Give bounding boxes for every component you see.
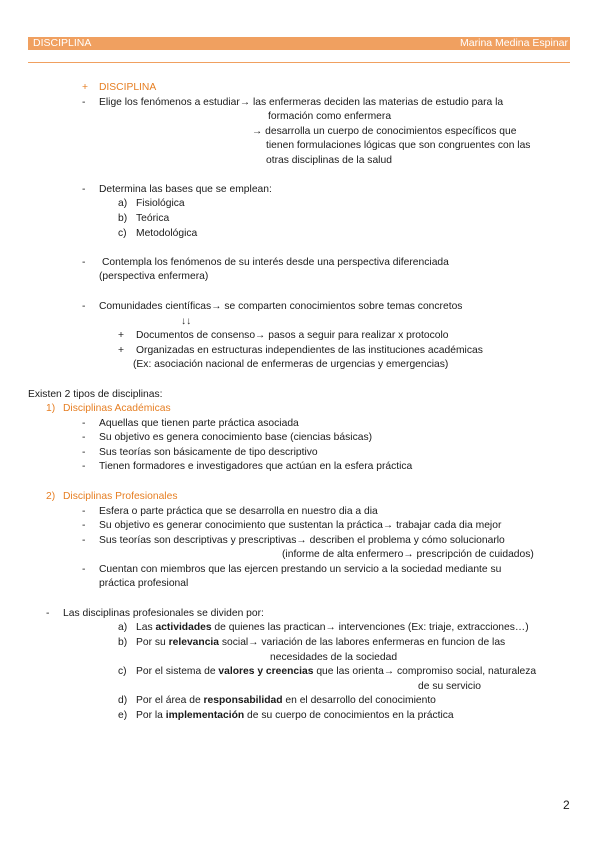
dividen-item-c: Por el sistema de valores y creencias que las orienta→ compromiso social, naturaleza <box>136 666 537 677</box>
down-arrows: ↓↓ <box>181 316 192 327</box>
dividen-lead: Las disciplinas profesionales se dividen por: <box>63 608 264 619</box>
dash: - <box>82 461 86 472</box>
dash: - <box>82 535 86 546</box>
list-item: Metodológica <box>136 228 198 239</box>
section-title: DISCIPLINA <box>99 82 157 93</box>
dash: - <box>82 257 86 268</box>
list-item: Teórica <box>136 213 170 224</box>
profesionales-item-cont: (informe de alta enfermero→ prescripción de cuidados) <box>282 549 534 560</box>
dash: - <box>82 520 86 531</box>
elige-line-1: Elige los fenómenos a estudiar→ las enfermeras deciden las materias de estudio para la <box>99 97 504 108</box>
academicas-item: Tienen formadores e investigadores que actúan en la esfera práctica <box>99 461 413 472</box>
comunidades-example: (Ex: asociación nacional de enfermeras de urgencias y emergencias) <box>133 359 449 370</box>
comunidades-bullet-2: Organizadas en estructuras independientes de las instituciones académicas <box>136 345 483 356</box>
dash: - <box>82 418 86 429</box>
dividen-item-a: Las actividades de quienes las practican→ intervenciones (Ex: triaje, extracciones…) <box>136 622 529 633</box>
dividen-item-e: Por la implementación de su cuerpo de conocimientos en la práctica <box>136 710 454 721</box>
profesionales-item-cont: práctica profesional <box>99 578 189 589</box>
page-number: 2 <box>563 798 570 812</box>
list-marker: b) <box>118 637 128 648</box>
academicas-item: Su objetivo es genera conocimiento base (ciencias básicas) <box>99 432 373 443</box>
profesionales-item: Esfera o parte práctica que se desarrolla en nuestro dia a dia <box>99 506 378 517</box>
header-author: Marina Medina Espinar <box>460 37 568 49</box>
profesionales-item: Sus teorías son descriptivas y prescriptivas→ describen el problema y cómo solucionarlo <box>99 535 505 546</box>
dash: - <box>82 432 86 443</box>
page-header <box>28 37 570 50</box>
plus-bullet: + <box>118 345 125 356</box>
comunidades-bullet-1: Documentos de consenso→ pasos a seguir para realizar x protocolo <box>136 330 449 341</box>
dash: - <box>82 506 86 517</box>
academicas-title: Disciplinas Académicas <box>63 403 171 414</box>
tipos-heading: Existen 2 tipos de disciplinas: <box>28 389 163 400</box>
list-marker: c) <box>118 228 127 239</box>
list-marker: b) <box>118 213 128 224</box>
dash: - <box>82 97 86 108</box>
list-marker: a) <box>118 622 128 633</box>
bases-lead: Determina las bases que se emplean: <box>99 184 272 195</box>
list-marker: d) <box>118 695 128 706</box>
elige-line-4: tienen formulaciones lógicas que son congruentes con las <box>266 140 531 151</box>
contempla-line-2: (perspectiva enfermera) <box>99 271 209 282</box>
elige-line-3: → desarrolla un cuerpo de conocimientos específicos que <box>252 126 517 137</box>
profesionales-item: Cuentan con miembros que las ejercen prestando un servicio a la sociedad mediante su <box>99 564 502 575</box>
profesionales-item: Su objetivo es generar conocimiento que sustentan la práctica→ trabajar cada dia mejor <box>99 520 502 531</box>
contempla-line-1: Contempla los fenómenos de su interés desde una perspectiva diferenciada <box>102 257 449 268</box>
academicas-number: 1) <box>46 403 56 414</box>
title-bullet: + <box>82 82 89 93</box>
academicas-item: Aquellas que tienen parte práctica asociada <box>99 418 299 429</box>
dividen-item-b: Por su relevancia social→ variación de las labores enfermeras en funcion de las <box>136 637 506 648</box>
dividen-item-b-cont: necesidades de la sociedad <box>270 652 398 663</box>
comunidades-line: Comunidades científicas→ se comparten conocimientos sobre temas concretos <box>99 301 463 312</box>
profesionales-title: Disciplinas Profesionales <box>63 491 178 502</box>
academicas-item: Sus teorías son básicamente de tipo descriptivo <box>99 447 318 458</box>
header-divider <box>28 62 570 63</box>
elige-line-5: otras disciplinas de la salud <box>266 155 392 166</box>
elige-line-2: formación como enfermera <box>268 111 392 122</box>
dash: - <box>82 301 86 312</box>
header-title: DISCIPLINA <box>33 37 92 49</box>
list-item: Fisiológica <box>136 198 185 209</box>
dividen-item-c-cont: de su servicio <box>418 681 481 692</box>
dividen-item-d: Por el área de responsabilidad en el desarrollo del conocimiento <box>136 695 436 706</box>
dash: - <box>82 447 86 458</box>
list-marker: c) <box>118 666 127 677</box>
dash: - <box>82 564 86 575</box>
profesionales-number: 2) <box>46 491 56 502</box>
plus-bullet: + <box>118 330 125 341</box>
list-marker: e) <box>118 710 128 721</box>
dash: - <box>82 184 86 195</box>
list-marker: a) <box>118 198 128 209</box>
dash: - <box>46 608 50 619</box>
